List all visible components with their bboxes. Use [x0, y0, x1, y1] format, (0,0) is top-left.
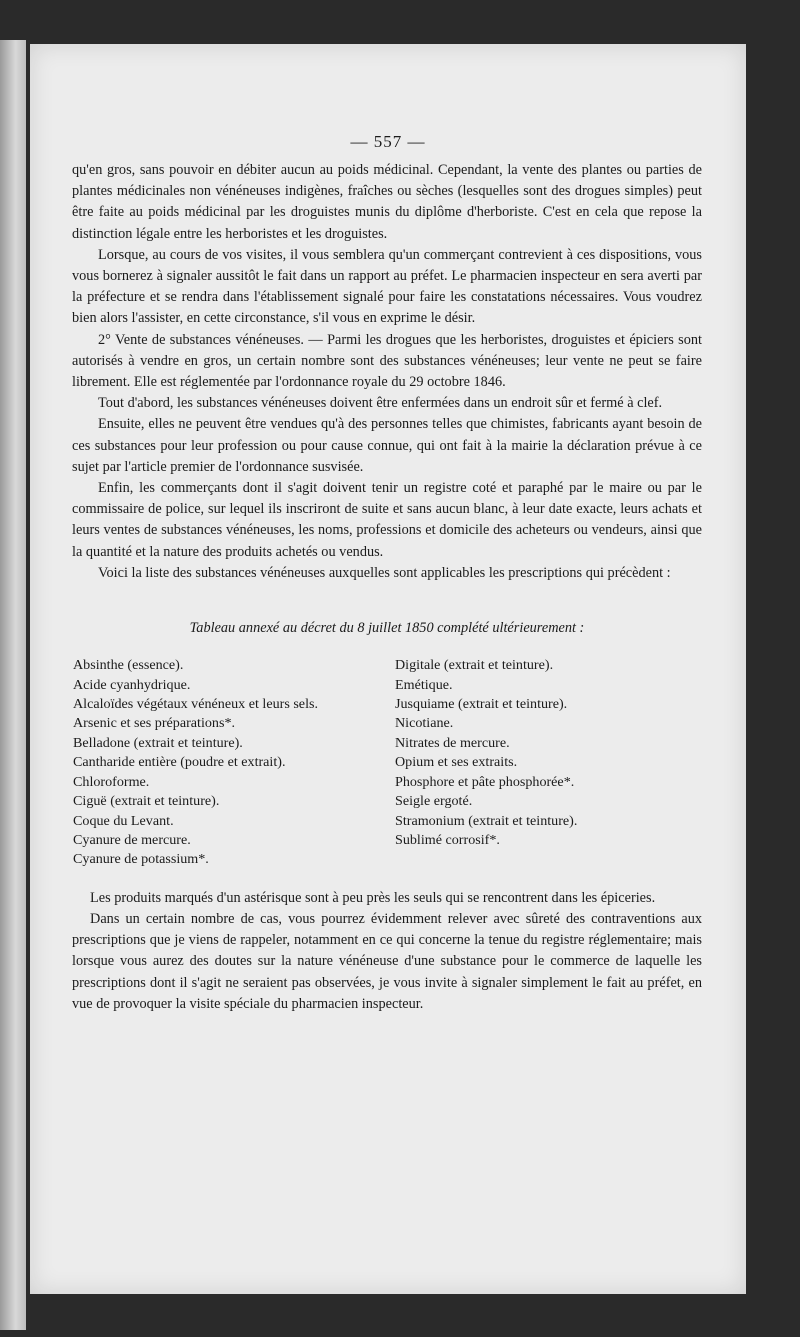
list-item: Acide cyanhydrique.: [73, 676, 191, 693]
list-item: Emétique.: [395, 676, 453, 693]
list-item: Jusquiame (extrait et teinture).: [395, 696, 568, 713]
closing-paragraph-1: Les produits marqués d'un astérisque sont à peu près les seuls qui se rencontrent dans les épiceries.: [90, 889, 656, 906]
substance-lists: [73, 656, 702, 869]
table-caption: Tableau annexé au décret du 8 juillet 1850 complété ultérieurement :: [189, 620, 585, 637]
paragraph-6: Enfin, les commerçants dont il s'agit doivent tenir un registre coté et paraphé par le maire ou par le commissaire de police, sur lequel ils inscriront de suite et sans aucun blanc, à leur date exacte, leurs achats et leurs ventes de substances vénéneuses, les noms, professions et domicile des acheteurs ou vendeurs, ainsi que la quantité et la nature des produits achetés ou vendus.: [72, 480, 702, 560]
paragraph-2: Lorsque, au cours de vos visites, il vous semblera qu'un commerçant contrevient à ces dispositions, vous vous bornerez à signaler aussitôt le fait dans un rapport au préfet. Le pharmacien inspecteur en sera averti par la préfecture et se rendra dans l'établissement signalé pour faire les constatations nécessaires. Vous voudrez bien alors l'assister, en cette circonstance, s'il vous en exprime le désir.: [72, 246, 702, 327]
list-item: Seigle ergoté.: [395, 793, 473, 810]
closing-notes: [72, 888, 702, 1015]
adjacent-page-edge: [0, 40, 26, 1330]
list-item: Phosphore et pâte phosphorée*.: [395, 773, 575, 790]
list-item: Digitale (extrait et teinture).: [395, 657, 554, 674]
paragraph-7: Voici la liste des substances vénéneuses auxquelles sont applicables les prescriptions qui précèdent :: [98, 564, 671, 581]
paragraph-1: qu'en gros, sans pouvoir en débiter aucun au poids médicinal. Cependant, la vente des plantes ou parties de plantes médicinales non vénéneuses indigènes, fraîches ou sèches (lesquelles sont des drogues simples) peut être faite au poids médicinal par les droguistes munis du diplôme d'herboriste. C'est en cela que repose la distinction légale entre les herboristes et les droguistes.: [72, 162, 702, 242]
substance-list-left: [73, 656, 395, 869]
list-item: Stramonium (extrait et teinture).: [395, 812, 578, 829]
list-item: Cyanure de potassium*.: [73, 851, 209, 868]
list-item: Nicotiane.: [395, 715, 454, 732]
closing-paragraph-2: Dans un certain nombre de cas, vous pourrez évidemment relever avec sûreté des contraventions aux prescriptions que je viens de rappeler, notamment en ce qui concerne la tenue du registre réglementaire; mais lorsque vous aurez des doutes sur la nature vénéneuse d'une substance pour le commerce de laquelle les prescriptions dont il s'agit ne seraient pas observées, je vous invite à signaler simplement le fait au préfet, en vue de provoquer la visite spéciale du pharmacien inspecteur.: [72, 910, 702, 1012]
page-body: [72, 160, 702, 1015]
list-item: Arsenic et ses préparations*.: [73, 715, 236, 732]
list-item: Opium et ses extraits.: [395, 754, 518, 771]
list-item: Coque du Levant.: [73, 812, 174, 829]
list-item: Nitrates de mercure.: [395, 734, 510, 751]
list-item: Ciguë (extrait et teinture).: [73, 793, 220, 810]
document-page: [30, 44, 746, 1294]
list-item: Cyanure de mercure.: [73, 831, 191, 848]
list-item: Belladone (extrait et teinture).: [73, 734, 243, 751]
list-item: Alcaloïdes végétaux vénéneux et leurs sels.: [73, 696, 318, 713]
list-item: Cantharide entière (poudre et extrait).: [73, 754, 286, 771]
list-item: Absinthe (essence).: [73, 657, 184, 674]
page-number: — 557 —: [350, 132, 426, 151]
list-item: Chloroforme.: [73, 773, 150, 790]
paragraph-4: Tout d'abord, les substances vénéneuses doivent être enfermées dans un endroit sûr et fermé à clef.: [98, 395, 663, 412]
substance-list-right: [395, 656, 695, 869]
paragraph-3: 2° Vente de substances vénéneuses. — Parmi les drogues que les herboristes, droguistes et épiciers sont autorisés à vendre en gros, un certain nombre sont des substances vénéneuses; leur vente ne peut se faire librement. Elle est réglementée par l'ordonnance royale du 29 octobre 1846.: [72, 331, 702, 391]
list-item: Sublimé corrosif*.: [395, 831, 500, 848]
paragraph-5: Ensuite, elles ne peuvent être vendues qu'à des personnes telles que chimistes, fabricants ayant besoin de ces substances pour leur profession ou pour cause connue, qui ont fait à la mairie la déclaration prévue à ce sujet par l'article premier de l'ordonnance susvisée.: [72, 416, 702, 475]
